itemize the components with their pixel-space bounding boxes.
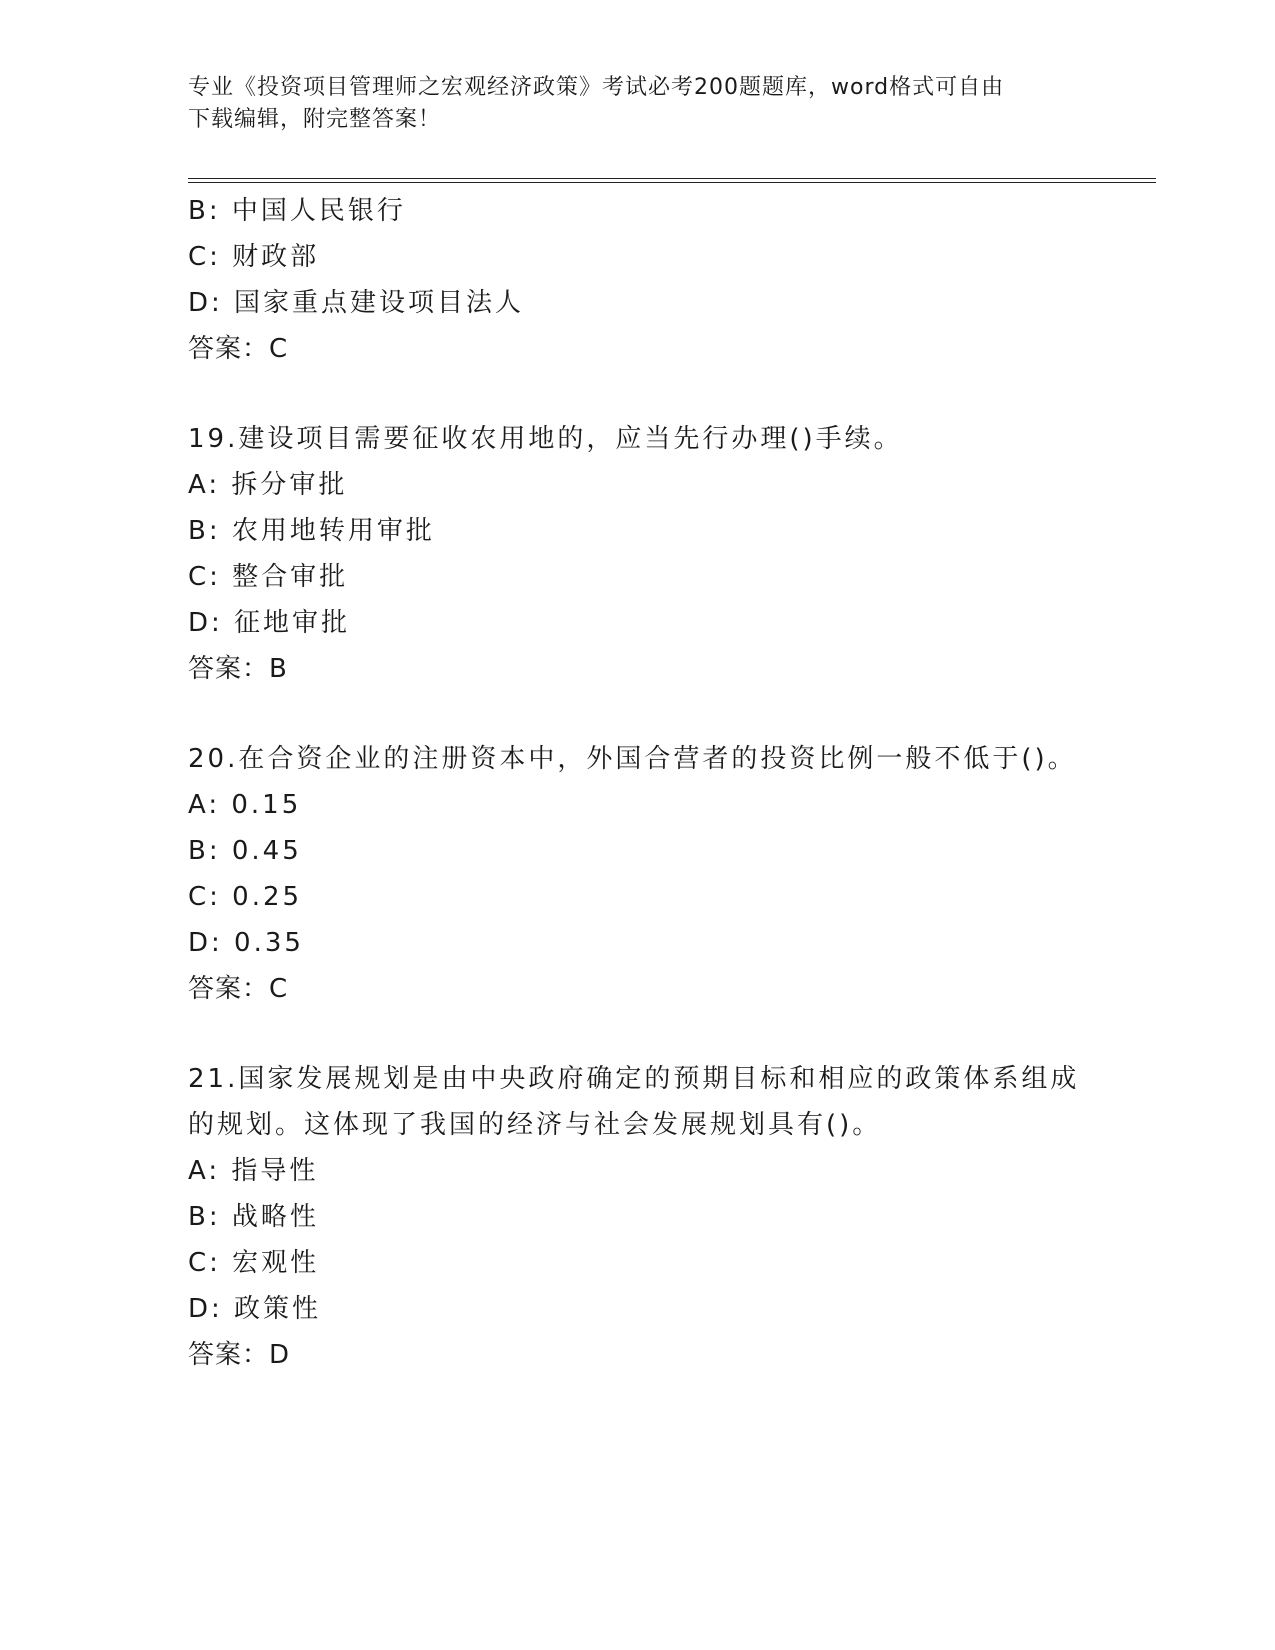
option-b: B: 0.45: [188, 836, 302, 866]
option-a: A: 0.15: [188, 790, 302, 820]
answer-line: 答案：D: [188, 1340, 291, 1370]
option-b: B: 中国人民银行: [188, 196, 406, 226]
option-b: B: 农用地转用审批: [188, 516, 435, 546]
answer-line: 答案：B: [188, 654, 288, 684]
question-20: [188, 736, 1108, 1012]
question-stem-line-1: 21.国家发展规划是由中央政府确定的预期目标和相应的政策体系组成: [188, 1064, 1080, 1094]
spacer: [188, 372, 1108, 416]
option-d: D: 征地审批: [188, 608, 351, 638]
header-double-rule: [188, 178, 1156, 183]
option-c: C: 宏观性: [188, 1248, 320, 1278]
header-title-line-1: 专业《投资项目管理师之宏观经济政策》考试必考200题题库，word格式可自由: [188, 75, 1005, 100]
header-title-line-2: 下载编辑，附完整答案！: [188, 107, 442, 132]
question-fragment: [188, 188, 1108, 372]
question-19: [188, 416, 1108, 692]
option-a: A: 指导性: [188, 1156, 319, 1186]
document-header: [188, 72, 1088, 136]
question-content: [188, 188, 1108, 1378]
question-stem: 19.建设项目需要征收农用地的，应当先行办理()手续。: [188, 424, 903, 454]
option-c: C: 0.25: [188, 882, 303, 912]
answer-line: 答案：C: [188, 334, 289, 364]
option-c: C: 财政部: [188, 242, 320, 272]
spacer: [188, 1012, 1108, 1056]
option-d: D: 国家重点建设项目法人: [188, 288, 525, 318]
option-d: D: 0.35: [188, 928, 304, 958]
answer-line: 答案：C: [188, 974, 289, 1004]
option-d: D: 政策性: [188, 1294, 322, 1324]
question-stem-line-2: 的规划。这体现了我国的经济与社会发展规划具有()。: [188, 1110, 882, 1140]
option-c: C: 整合审批: [188, 562, 349, 592]
question-21: [188, 1056, 1108, 1378]
option-b: B: 战略性: [188, 1202, 319, 1232]
spacer: [188, 692, 1108, 736]
question-stem: 20.在合资企业的注册资本中，外国合营者的投资比例一般不低于()。: [188, 744, 1077, 774]
option-a: A: 拆分审批: [188, 470, 348, 500]
